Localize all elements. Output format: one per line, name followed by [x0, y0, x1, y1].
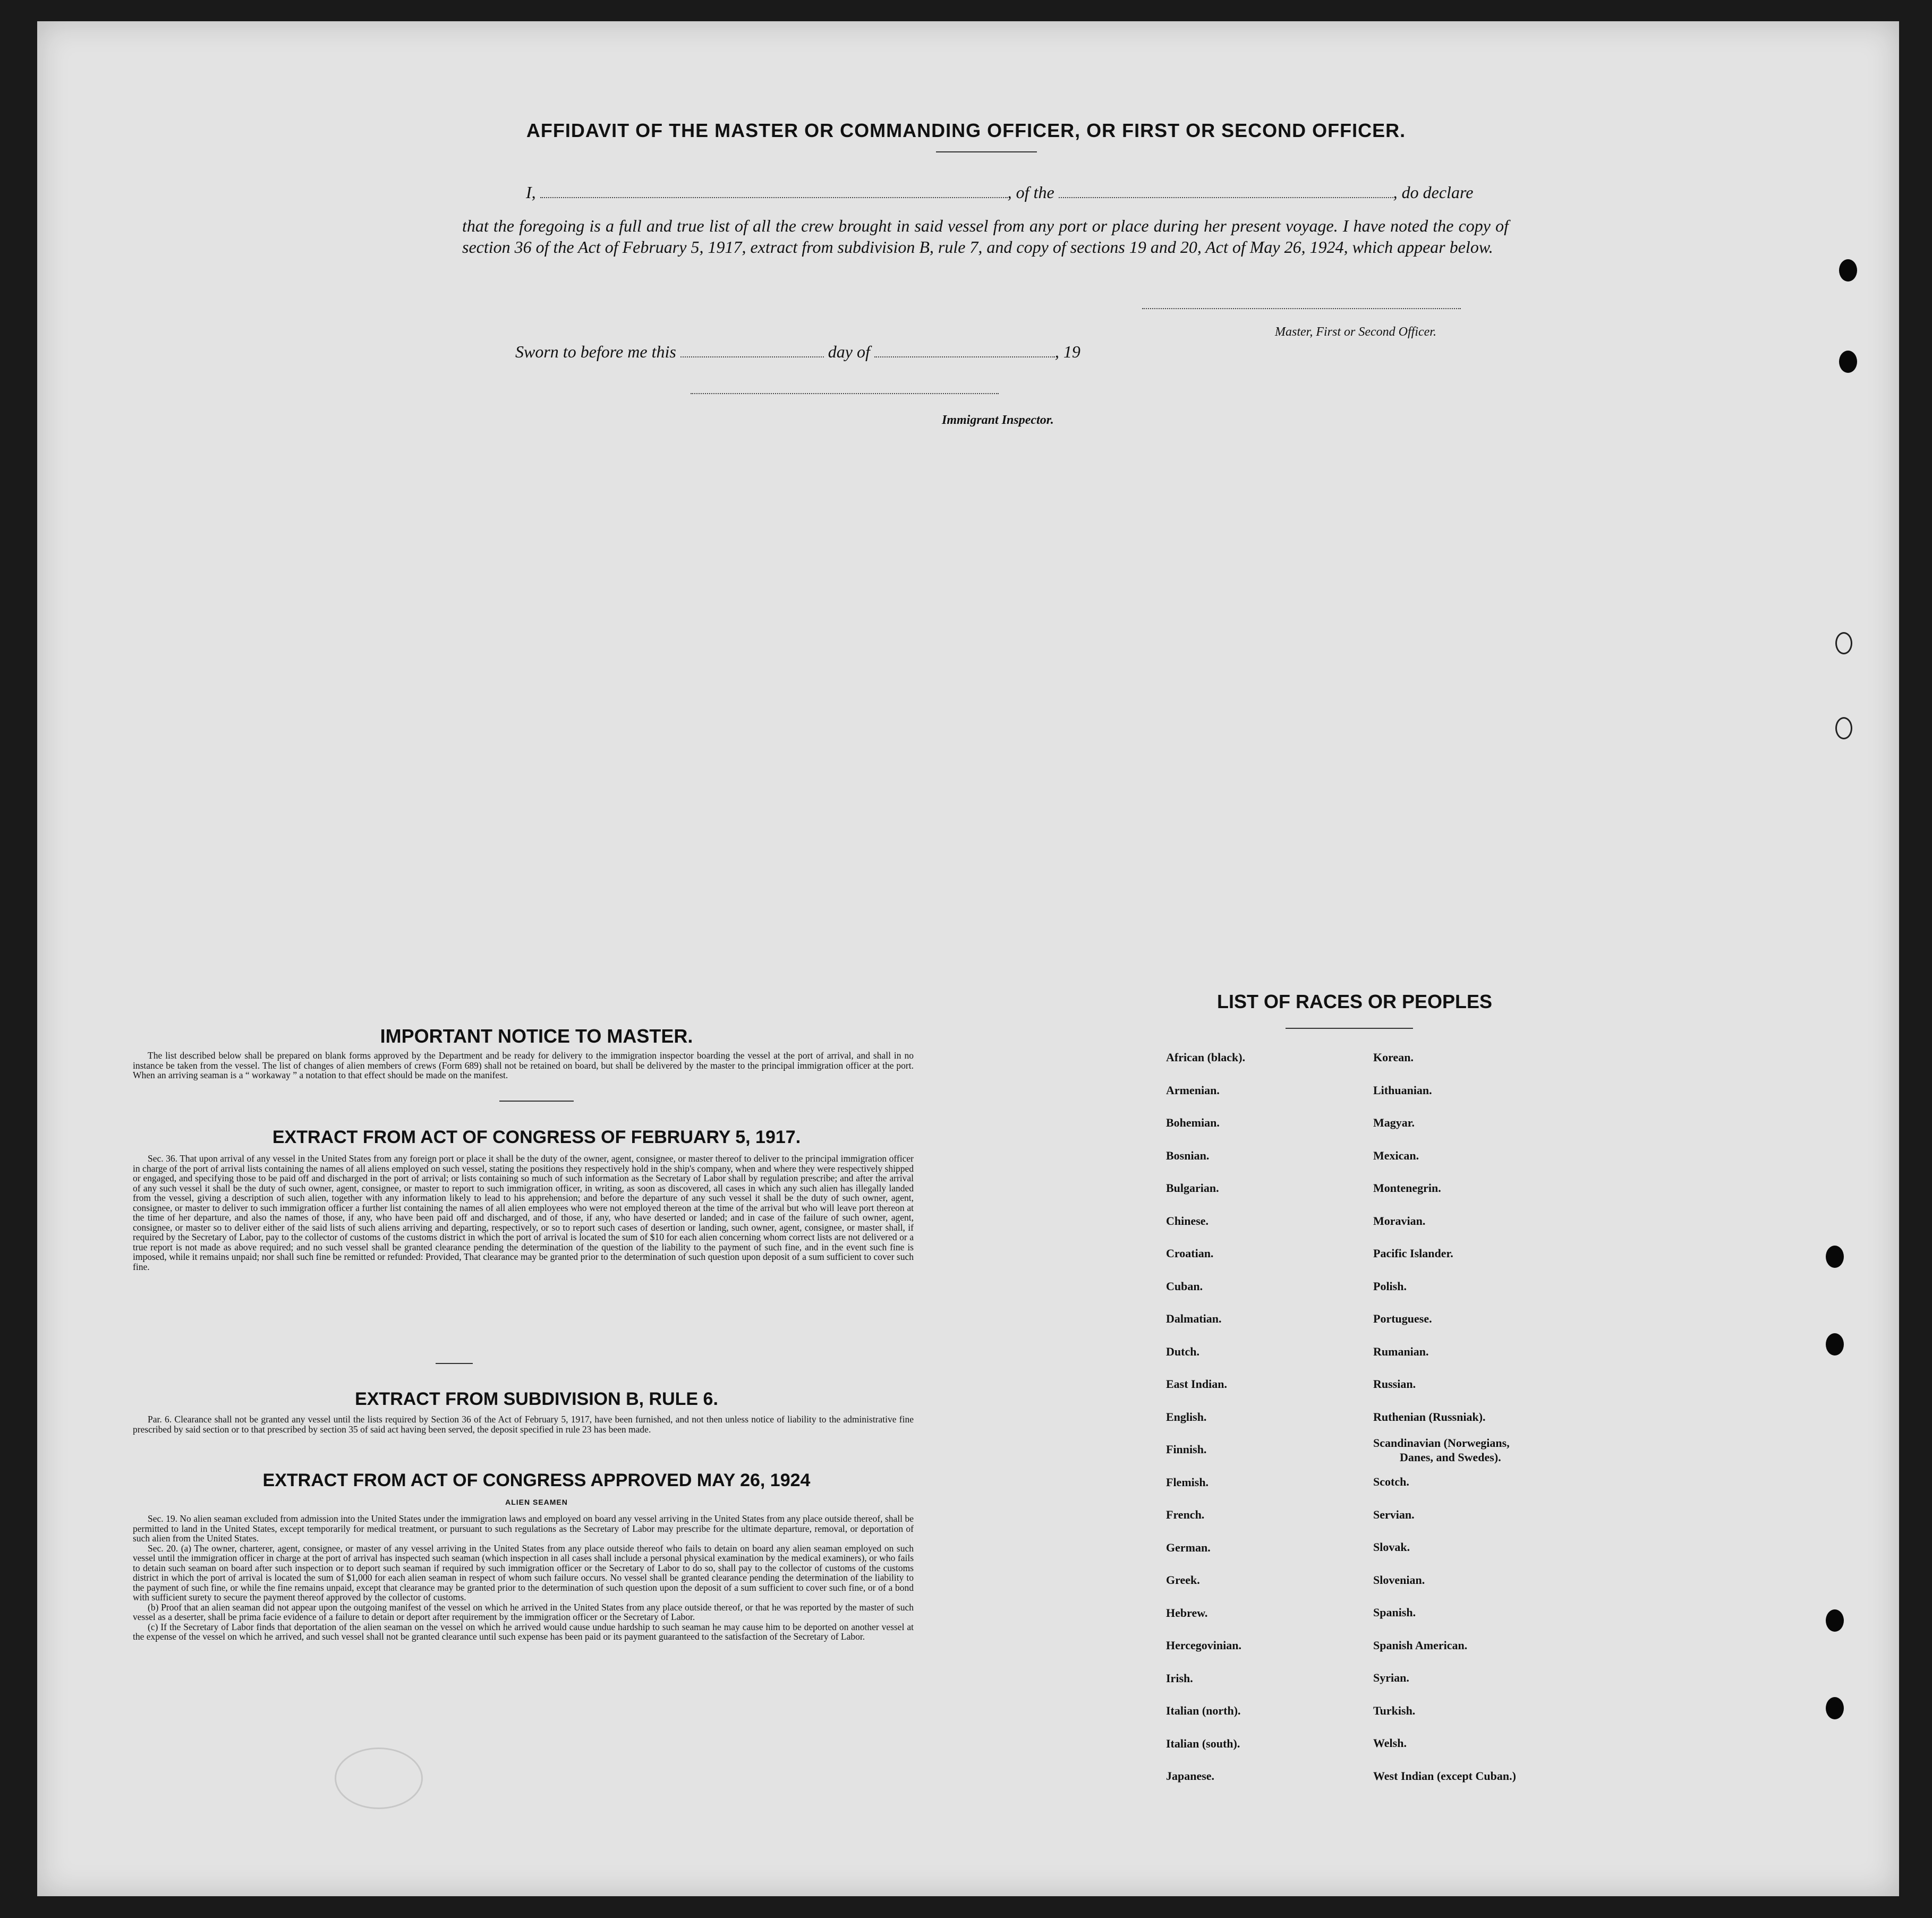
section-divider — [499, 1101, 574, 1102]
race-item: Scandinavian (Norwegians, — [1373, 1436, 1510, 1450]
faint-stamp — [335, 1747, 423, 1809]
race-item: Dalmatian. — [1166, 1312, 1222, 1325]
race-item: Mexican. — [1373, 1148, 1419, 1162]
punch-hole — [1839, 351, 1857, 373]
race-item: Spanish American. — [1373, 1638, 1468, 1652]
race-item: Danes, and Swedes). — [1400, 1451, 1501, 1464]
vessel-name-field[interactable] — [1059, 197, 1393, 198]
race-item: African (black). — [1166, 1051, 1246, 1064]
race-item: Italian (north). — [1166, 1704, 1241, 1717]
sworn-month-field[interactable] — [874, 356, 1055, 357]
day-of-label: day of — [828, 342, 870, 361]
punch-hole — [1835, 717, 1852, 739]
race-item: English. — [1166, 1410, 1207, 1423]
races-left-column — [1166, 1041, 1245, 1793]
race-item: Slovenian. — [1373, 1573, 1425, 1587]
sworn-line — [515, 341, 1206, 362]
affidavit-body: that the foregoing is a full and true list of all the crew brought in said vessel from any port or place during her present voyage. I have noted the copy of section 36 of the Act of February 5, 1917, extract from subdivision B, rule 7, and copy of sections 19 and 20, Act of May 26, 1924, which appear below. — [462, 216, 1509, 257]
race-item: East Indian. — [1166, 1377, 1227, 1391]
race-item: French. — [1166, 1508, 1205, 1521]
act1924-paragraph: (c) If the Secretary of Labor finds that deportation of the alien seaman on the vessel on which he arrived would cause undue hardship to such seaman he may cause him to be deported on another vessel at the expense of the vessel on which he arrived, and such vessel shall not be granted clearance until such expense has been paid or its payment guaranteed to the satisfaction of the Secretary of Labor. — [133, 1621, 914, 1642]
act1924-paragraph: Sec. 20. (a) The owner, charterer, agent, consignee, or master of any vessel arriving in the United States from any place outside thereof who fails to detain on board any alien seaman employed on such vessel until the immigration officer in charge at the port of arrival has inspected such seaman (which inspection in all cases shall include a personal physical examination by the medical examiners), or who fails to detain such seaman on board after such inspection or to deport such seaman if required by such immigration officer or the Secretary of Labor to do so, shall pay to the collector of customs of the customs district in which the port of arrival is located the sum of $1,000 for each alien seaman in respect of whom such failure occurs. No vessel shall be granted clearance pending the determination of the liability to the payment of such fine, or while the fine remains unpaid, except that clearance may be granted prior to the determination of such question upon the deposit of a sum sufficient to cover such fine, or of a bond with sufficient surety to secure the payment thereof approved by the collector of customs. — [133, 1542, 914, 1602]
punch-hole — [1826, 1333, 1844, 1356]
race-item: Dutch. — [1166, 1344, 1199, 1358]
race-item: Korean. — [1373, 1051, 1414, 1064]
declarant-label: I, — [526, 183, 536, 202]
race-item: Bulgarian. — [1166, 1181, 1219, 1195]
races-right-column — [1373, 1041, 1516, 1792]
act1924-subtitle: ALIEN SEAMEN — [505, 1498, 568, 1506]
race-item: Rumanian. — [1373, 1344, 1429, 1358]
notice-paragraph: The list described below shall be prepared on blank forms approved by the Department and be ready for delivery to the immigration inspector boarding the vessel at the port of arrival, and shall in no instance be taken from the vessel. The list of changes of alien members of crews (Form 689) shall not be retained on board, but shall be delivered by the master to the principal immigration officer at the port. When an arriving seaman is a “ workaway ” a notation to that effect should be made on the manifest. — [133, 1050, 914, 1080]
act1924-text — [133, 1514, 914, 1642]
declarant-name-field[interactable] — [540, 197, 1008, 198]
race-item: Hebrew. — [1166, 1606, 1208, 1619]
sworn-day-field[interactable] — [680, 356, 824, 357]
race-item: Pacific Islander. — [1373, 1247, 1453, 1260]
race-item: Ruthenian (Russniak). — [1373, 1410, 1486, 1423]
race-item: Greek. — [1166, 1573, 1200, 1587]
act1924-paragraph: Sec. 19. No alien seaman excluded from admission into the United States under the immigration laws and employed on board any vessel arriving in the United States from any place outside thereof, shall be permitted to land in the United States, except temporarily for medical treatment, or pursuant to such regulations as the Secretary of Labor may prescribe for the ultimate departure, removal, or deportation of such alien from the United States. — [133, 1513, 914, 1544]
race-item: Flemish. — [1166, 1475, 1209, 1489]
master-signature-field[interactable] — [1142, 308, 1461, 309]
affidavit-title: AFFIDAVIT OF THE MASTER OR COMMANDING OFFICER, OR FIRST OR SECOND OFFICER. — [526, 120, 1406, 141]
inspector-signature-field[interactable] — [691, 393, 999, 394]
race-item: Lithuanian. — [1373, 1083, 1432, 1097]
race-item: Magyar. — [1373, 1116, 1415, 1129]
race-item: Finnish. — [1166, 1443, 1207, 1456]
race-item: Hercegovinian. — [1166, 1639, 1241, 1652]
race-item: Italian (south). — [1166, 1736, 1240, 1750]
notice-text — [133, 1051, 914, 1080]
race-item: Armenian. — [1166, 1083, 1220, 1097]
declaration-line — [526, 182, 1509, 203]
race-item: Scotch. — [1373, 1475, 1409, 1488]
race-item: Spanish. — [1373, 1606, 1416, 1619]
title-divider — [936, 151, 1037, 152]
race-item: Cuban. — [1166, 1279, 1203, 1293]
year-label: , 19 — [1054, 342, 1080, 361]
act1917-text — [133, 1154, 914, 1272]
race-item: Syrian. — [1373, 1671, 1409, 1684]
race-item: Japanese. — [1166, 1769, 1215, 1783]
punch-hole — [1835, 632, 1852, 654]
master-caption: Master, First or Second Officer. — [1275, 325, 1436, 339]
race-item: Irish. — [1166, 1671, 1193, 1685]
race-item-multiline — [1373, 1433, 1516, 1465]
race-item: Croatian. — [1166, 1247, 1214, 1260]
punch-hole — [1826, 1697, 1844, 1719]
race-item: West Indian (except Cuban.) — [1373, 1769, 1516, 1783]
declare-label: , do declare — [1393, 183, 1474, 202]
rule6-title: EXTRACT FROM SUBDIVISION B, RULE 6. — [355, 1389, 718, 1409]
of-the-label: , of the — [1007, 183, 1054, 202]
race-item: Servian. — [1373, 1507, 1415, 1521]
act1924-title: EXTRACT FROM ACT OF CONGRESS APPROVED MAY 26, 1924 — [262, 1470, 811, 1490]
rule6-text — [133, 1414, 914, 1434]
section-divider — [436, 1363, 473, 1364]
race-item: Welsh. — [1373, 1736, 1407, 1750]
races-title: LIST OF RACES OR PEOPLES — [1216, 991, 1493, 1012]
race-item: Moravian. — [1373, 1214, 1426, 1227]
punch-hole — [1826, 1609, 1844, 1632]
rule6-paragraph: Par. 6. Clearance shall not be granted any vessel until the lists required by Section 36 of the Act of February 5, 1917, have been furnished, and not then unless notice of liability to the administrative fine prescribed by said section or to that prescribed by section 35 of said act having been served, the deposit specified in rule 23 has been made. — [133, 1414, 914, 1435]
race-item: German. — [1166, 1540, 1211, 1554]
race-item: Russian. — [1373, 1377, 1416, 1391]
punch-hole — [1839, 259, 1857, 282]
race-item: Slovak. — [1373, 1540, 1410, 1554]
race-item: Turkish. — [1373, 1703, 1416, 1717]
inspector-caption: Immigrant Inspector. — [942, 413, 1054, 427]
races-divider — [1286, 1028, 1413, 1029]
sworn-label: Sworn to before me this — [515, 342, 676, 361]
act1917-title: EXTRACT FROM ACT OF CONGRESS OF FEBRUARY 5, 1917. — [272, 1127, 801, 1147]
act1917-paragraph: Sec. 36. That upon arrival of any vessel in the United States from any foreign port or place it shall be the duty of the owner, agent, consignee, or master thereof to deliver to the principal immigration officer in charge of the port of arrival lists containing the names of all aliens employed on such vessel, stating the positions they respectively hold in the ship's company, when and where they were respectively shipped or engaged, and specifying those to be paid off and discharged in the port of arrival; or lists containing so much of such information as the Secretary of Labor shall by regulation prescribe; and after the arrival of any such vessel it shall be the duty of such owner, agent, consignee, or master to report to such immigration officer, in writing, as soon as discovered, all cases in which any such alien has illegally landed from the vessel, giving a description of such alien, together with any information likely to lead to his apprehension; and before the departure of any such vessel it shall be the duty of such owner, agent, consignee, or master to deliver to such immigration officer a further list containing the names of all alien employees who were not employed thereon at the time of the arrival but who will leave port thereon at the time of her departure, and also the names of those, if any, who have been paid off and discharged, and of those, if any, who have deserted or landed; and in case of the failure of such owner, agent, consignee, or master so to deliver either of the said lists of such aliens arriving and departing, respectively, or so to report such cases of desertion or landing, such owner, agent, consignee, or master shall, if required by the Secretary of Labor, pay to the collector of customs of the customs district in which the port of arrival is located the sum of $10 for each alien concerning whom correct lists are not delivered or a true report is not made as above required; and no such vessel shall be granted clearance pending the determination of the question of the liability to the payment of such fine, and in the event such fine is imposed, while it remains unpaid; nor shall such fine be remitted or refunded: Provided, That clearance may be granted prior to the determination of such question upon deposit of a sum sufficient to cover such fine. — [133, 1153, 914, 1272]
punch-hole — [1826, 1246, 1844, 1268]
notice-title: IMPORTANT NOTICE TO MASTER. — [380, 1025, 693, 1047]
race-item: Polish. — [1373, 1279, 1407, 1293]
race-item: Chinese. — [1166, 1214, 1209, 1227]
act1924-paragraph: (b) Proof that an alien seaman did not appear upon the outgoing manifest of the vessel on which he arrived in the United States from any place outside thereof, or that he was reported by the master of such vessel as a deserter, shall be prima facie evidence of a failure to detain or deport after requirement by the immigration officer or the Secretary of Labor. — [133, 1601, 914, 1622]
race-item: Montenegrin. — [1373, 1181, 1441, 1195]
race-item: Bosnian. — [1166, 1148, 1210, 1162]
race-item: Bohemian. — [1166, 1116, 1220, 1129]
race-item: Portuguese. — [1373, 1312, 1432, 1325]
